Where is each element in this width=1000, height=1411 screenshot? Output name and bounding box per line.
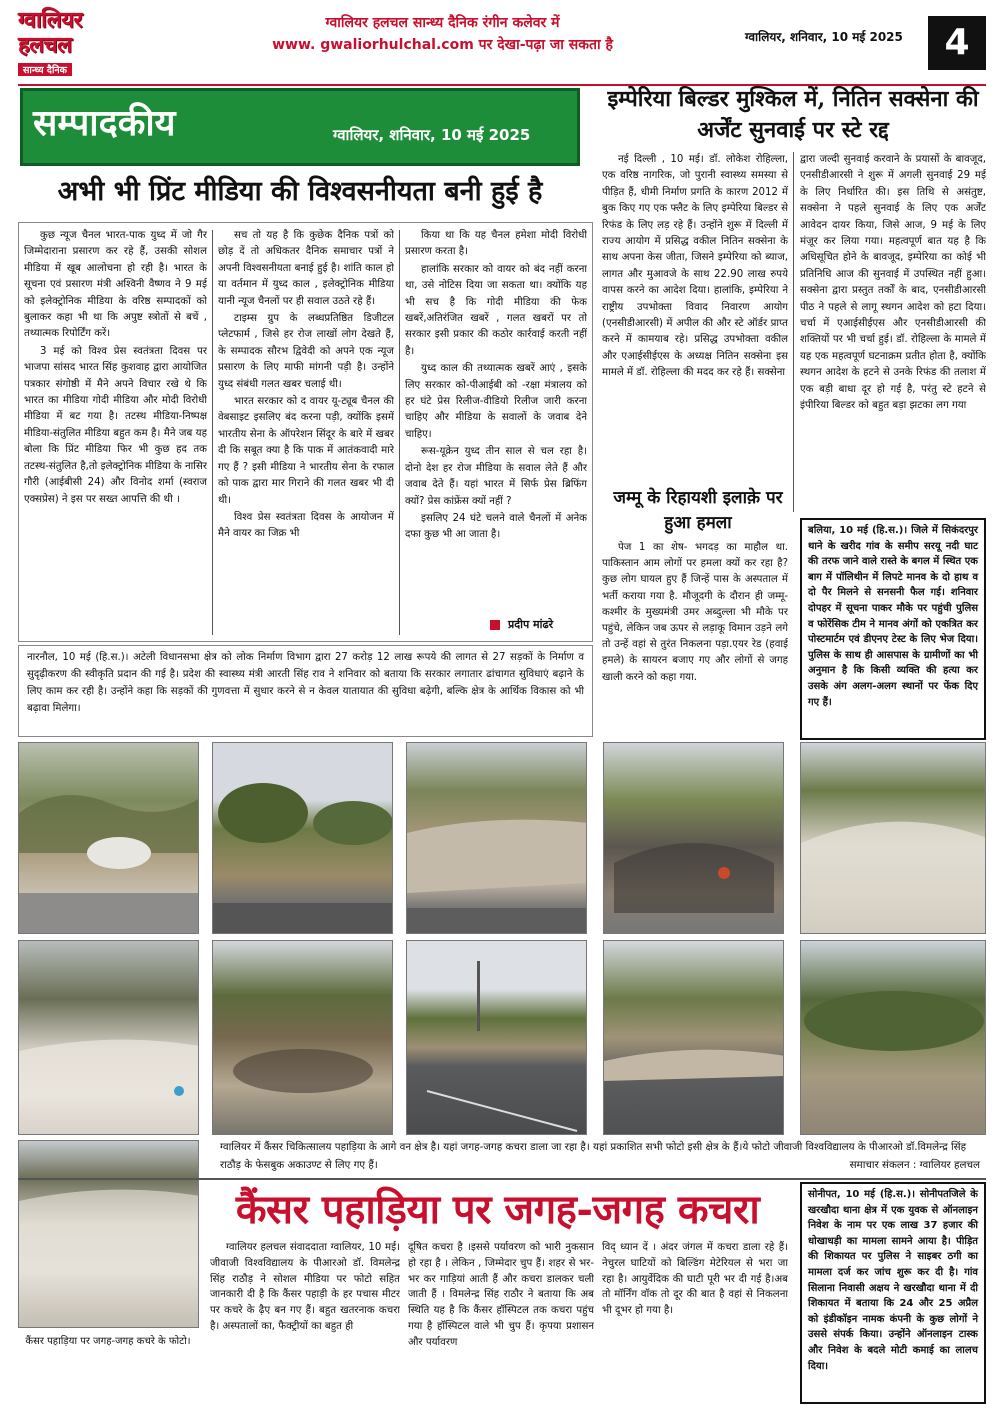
garbage-photo-5 bbox=[800, 742, 986, 934]
paragraph: ग्वालियर हलचल संवाददाता ग्वालियर, 10 मई। जीवाजी विश्वविद्यालय के पीआरओ डॉ. विमलेन्द्र सिंह राठौड़ ने सोशल मीडिया पर फोटो सहित जानकारी दी है कि कैंसर पहाड़ी के हर पचास मीटर पर कचरे के ढ़ैए बन गए हैं। बहुत खतरनाक कचरा है। अस्पतालों का, फैक्ट्रीयों का बहुत ही bbox=[210, 1242, 400, 1332]
editorial-column-3 bbox=[405, 228, 587, 613]
tagline-website[interactable]: www. gwaliorhulchal.com पर देखा-पढ़ा जा सकता है bbox=[272, 37, 613, 53]
imperia-headline: इम्पेरिया बिल्डर मुश्किल में, नितिन सक्सेना की अर्जेंट सुनवाई पर स्टे रद्द bbox=[607, 86, 979, 143]
paragraph: रूस-यूक्रेन युध्द तीन साल से चल रहा है। दोनो देश हर रोज मीडिया के सवाल लेते हैं और जवाब देते हैं। यहां भारत में सिर्फ प्रेस ब्रिफिंग क्यों? प्रेस कांफ्रेंस क्यों नहीं ? bbox=[405, 446, 587, 507]
byline-author: प्रदीप मांढरे bbox=[508, 618, 554, 631]
garbage-photo-2 bbox=[212, 742, 393, 934]
photo-illustration bbox=[604, 941, 784, 1135]
editorial-date: ग्वालियर, शनिवार, 10 मई 2025 bbox=[333, 126, 531, 144]
column-separator bbox=[399, 230, 400, 635]
photo-illustration bbox=[801, 743, 986, 934]
editorial-section-title: सम्पादकीय bbox=[33, 102, 176, 144]
paragraph: 3 मई को विश्व प्रेस स्वतंत्रता दिवस पर भाजपा सांसद भारत सिंह कुशवाह द्वारा आयोजित पत्रकार संगोष्ठी में मैने अपने विचार रखे थे कि भारत का मीडिया गोदी मीडिया और मोदी विरोधी मीडिया में बट गया है। तटस्थ मीडिया-निष्पक्ष मीडिया-संतुलित मीडिया बहुत कम है। मैने जब यह बोला कि प्रिंट मीडिया फिर भी कुछ हद तक तटस्थ-संतुलित है,तो इलेक्ट्रोनिक मीडिया के नासिर गौरी (आईबीसी 24) और विनोद शर्मा (स्वराज एक्सप्रेस) ने इस पर सख्त आपत्ति की थी । bbox=[24, 345, 207, 505]
logo-subtitle: सान्ध्य दैनिक bbox=[18, 63, 72, 76]
photo-illustration bbox=[801, 941, 986, 1135]
paragraph: विद् ध्यान दें । अंदर जंगल में कचरा डाला रहे हैं। नेचुरल घाटियों को बिल्डिंग मेटेरियल से भरा जा रहा है। आयुर्वेदिक की घाटी पूरी भर दी गई है।अब तो मॉर्निंग वॉक तो दूर की बात है वहां से निकलना भी दूभर हो गया है। bbox=[602, 1242, 788, 1317]
garbage-photo-10 bbox=[800, 940, 986, 1135]
garbage-photo-3 bbox=[406, 742, 587, 934]
photo-caption-text: ग्वालियर में कैंसर चिकित्सालय पहाड़िया के आगे वन क्षेत्र है। यहां जगह-जगह कचरा डाला जा रहा है। यहां प्रकाशित सभी फोटो इसी क्षेत्र के हैं।ये फोटो जीवाजी विश्वविद्यालय के पीआरओ डॉ.विमलेन्द्र सिंह राठौड़ के फेसबुक अकाउण्ट से लिए गए हैं। bbox=[220, 1141, 967, 1171]
editorial-byline bbox=[490, 617, 553, 632]
paragraph: भारत सरकार को द वायर यू-ट्यूब चैनल की वेबसाइट इसलिए बंद करना पड़ी, क्योंकि इसमें भारतीय सेना के ऑपरेशन सिंदूर के बारे में खबर दी कि सबूत क्या है कि पाक में आतंकवादी मारे गए हैं ? इसी मीडिया ने भारतीय सेना के रफाल को पाक द्वारा मार गिराने की गलत खबर भी दी थी। bbox=[218, 396, 394, 506]
imperia-column-1 bbox=[602, 152, 788, 480]
ballia-text: बलिया, 10 मई (हि.स.)। जिले में सिकंदरपुर थाने के खरीद गांव के समीप सरयू नदी घाट की तरफ जाने वाले रास्ते के बगल में स्थित एक बाग में पॉलिथीन में लिपटे मानव के दो हाथ व दो पैर मिलने से सनसनी फैल गई। शनिवार दोपहर में सूचना पाकर मौके पर पहुंची पुलिस व फोरेंसिक टीम ने मानव अंगों को एकत्रित कर पोस्टमार्टम एवं डीएनए टेस्ट के लिए भेज दिया। पुलिस के साथ ही आसपास के ग्रामीणों का भी अनुमान है कि किसी व्यक्ति की हत्या कर उसके अंग अलग-अलग स्थानों पर फेंक दिए गए हैं। bbox=[808, 525, 978, 708]
photo-illustration bbox=[213, 941, 393, 1135]
paragraph: द्वारा जल्दी सुनवाई करवाने के प्रयासों के बावजूद, एनसीडीआरसी ने शुरू में अगली सुनवाई 29 मई के लिए निर्धारित की। इस तिथि से असंतुष्ट, सक्सेना ने पहले सुनवाई के लिए एक अर्जेंट आवेदन दायर किया, जिसे आज, 9 मई के लिए मंज़ूर कर लिया गया। महत्वपूर्ण बात यह है कि अधिसूचित होने के बावजूद, इम्पेरिया का कोई भी प्रतिनिधि आज की सुनवाई में उपस्थित नहीं हुआ। सक्सेना द्वारा प्रस्तुत तर्कों के बाद, एनसीडीआरसी पीठ ने पहले से लागू स्थगन आदेश को हटा दिया। चर्चा में एआईसीईएस और एनसीडीआरसी की शक्तियों पर भी चर्चा हुई। डॉ. रोहिल्ला के मामले में यह एक महत्वपूर्ण घटनाक्रम प्रतीत होता है, क्योंकि स्थगन आदेश के हटने से उनके रिफंड की तलाश में एक बड़ी बाधा दूर हो गई है, परंतु स्टे हटने से इंपीरिया बिल्डर को बहुत बड़ा झटका लग गया bbox=[800, 154, 986, 412]
editorial-column-1 bbox=[24, 228, 207, 628]
photo-illustration bbox=[604, 743, 784, 934]
garbage-photo-4 bbox=[603, 742, 784, 934]
paragraph: पेज 1 का शेष- भगदड़ का माहौल था. पाकिस्तान आम लोगों पर हमला क्यों कर रहा है? कुछ लोग घायल हुए हैं जिन्हें पास के अस्पताल में भर्ती कराया गया है. मौजूदगी के दौरान ही जम्मू-कश्मीर के मुख्यमंत्री उमर अब्दुल्ला भी मौके पर पहुंचे, लेकिन जब ऊपर से लड़ाकू विमान उड़ने लगे तो उन्हें वहां से तुरंत निकलना पड़ा.एयर रेड (हवाई हमले) के सायरन बजाए गए और लोगों से जगह खाली करने को कहा गया. bbox=[602, 542, 788, 683]
garbage-photo-11 bbox=[18, 1140, 199, 1328]
garbage-column-3 bbox=[602, 1240, 788, 1405]
imperia-column-2 bbox=[800, 152, 986, 512]
editorial-column-2 bbox=[218, 228, 394, 628]
column-separator bbox=[212, 230, 213, 635]
garbage-column-1 bbox=[210, 1240, 400, 1405]
section-divider bbox=[18, 1178, 986, 1180]
garbage-photo-6 bbox=[18, 940, 199, 1135]
logo-line-2: हलचल bbox=[18, 32, 72, 58]
narnaul-text: नारनौल, 10 मई (हि.स.)। अटेली विधानसभा क्षेत्र को लोक निर्माण विभाग द्वारा 27 करोड़ 12 लाख रूपये की लागत से 27 सड़कों के निर्माण व सुदृढ़ीकरण की स्वीकृति प्रदान की गई है। प्रदेश की स्वास्थ्य मंत्री आरती सिंह राव ने शनिवार को बताया कि सरकार लगातार ढांचागत सुविधाएं बढ़ाने के लिए काम कर रही है। उन्होंने कहा कि सड़कों की गुणवत्ता में सुधार करने से न केवल यातायात की सुविधा बढ़ेगी, बल्कि क्षेत्र के आर्थिक विकास को भी बढ़ावा मिलेगा। bbox=[27, 652, 584, 714]
ballia-news-box bbox=[800, 518, 986, 740]
garbage-photo-9 bbox=[603, 940, 784, 1135]
narnaul-news-box bbox=[18, 645, 593, 737]
photo-credit: समाचार संकलन : ग्वालियर हलचल bbox=[849, 1159, 980, 1171]
column-separator bbox=[793, 152, 794, 512]
photo-illustration bbox=[19, 941, 199, 1135]
garbage-photo-8 bbox=[406, 940, 587, 1135]
newspaper-logo bbox=[18, 8, 140, 80]
photo-caption bbox=[220, 1138, 986, 1174]
photo-illustration bbox=[19, 1141, 199, 1328]
paragraph: दूषित कचरा है ।इससे पर्यावरण को भारी नुकसान हो रहा है । लेकिन , जिम्मेदार चुप हैं। शहर से भर-भर कर गाड़ियां आती हैं और कचरा डालकर चली जाती हैं । विमलेन्द्र सिंह राठौर ने बताया कि अब स्थिति यह है कि कैंसर हॉस्पिटल तक कचरा पहुंच गया है हॉस्पिटल वाले भी चुप हैं। कृपया प्रशासन और पर्यावरण bbox=[408, 1242, 594, 1348]
paragraph: कुछ न्यूज चैनल भारत-पाक युध्द में जो गैर जिम्मेदाराना प्रसारण कर रहे हैं, उसकी सोशल मीडिया में खूब आलोचना हो रही है। भारत के सूचना एवं प्रसारण मंत्री अश्विनी वैष्णव ने 9 मई को इलेक्ट्रोनिक मीडिया के वरिष्ठ सम्पादकों को बुलाकर कहा भी था कि अपुष्ट स्त्रोतों से बचें , तथ्यात्मक रिपोर्टिंग करें। bbox=[24, 230, 207, 340]
garbage-photo-1 bbox=[18, 742, 199, 934]
sonipat-text: सोनीपत, 10 मई (हि.स.)। सोनीपतजिले के खरखौदा थाना क्षेत्र में एक युवक से ऑनलाइन निवेश के नाम पर एक लाख 37 हजार की धोखाधड़ी का मामला सामने आया है। पीड़ित की शिकायत पर पुलिस ने साइबर ठगी का मामला दर्ज कर जांच शुरू कर दी है। गांव सिलाना निवासी अक्षय ने खरखौदा थाना में दी शिकायत में बताया कि 24 और 25 अप्रैल को इंडीकॉइन नामक कंपनी के कुछ लोगों ने उससे संपर्क किया। उन्होंने ऑनलाइन टास्क और निवेश के बदले मोटी कमाई का लालच दिया। bbox=[808, 1189, 978, 1372]
paragraph: किया था कि यह चैनल हमेशा मोदी विरोधी प्रसारण करता है। bbox=[405, 230, 587, 258]
page-number: 4 bbox=[928, 16, 986, 70]
sonipat-news-box bbox=[800, 1182, 986, 1404]
paragraph: हालांकि सरकार को वायर को बंद नहीं करना था, उसे नोटिस दिया जा सकता था। क्योंकि यह भी सच है कि गोदी मीडिया की फेक खबरें,अतिरंजित खबरें , गलत खबरों पर तो सरकार इसी प्रकार की कठोर कार्रवाई करती नहीं है। bbox=[405, 263, 587, 357]
paragraph: टाइम्स ग्रुप के लब्धप्रतिष्ठित डिजीटल प्लेटफार्म , जिसे हर रोज लाखों लोग देखते हैं, के सम्पादक सौरभ द्विवेदी को अपने एक न्यूज प्रसारण के लिए माफी मांगनी पड़ी है। उन्होंने युध्द संबंधी गलत खबर चलाई थी। bbox=[218, 313, 394, 390]
jammu-body bbox=[602, 540, 788, 738]
page-dateline: ग्वालियर, शनिवार, 10 मई 2025 bbox=[745, 30, 903, 44]
byline-marker bbox=[490, 620, 500, 630]
editorial-headline: अभी भी प्रिंट मीडिया की विश्वसनीयता बनी हुई है bbox=[57, 176, 543, 207]
photo-illustration bbox=[407, 941, 587, 1135]
small-photo-caption: कैंसर पहाड़िया पर जगह-जगह कचरे के फोटो। bbox=[25, 1336, 191, 1347]
garbage-column-2 bbox=[408, 1240, 594, 1405]
paragraph: सच तो यह है कि कुछेक दैनिक पत्रों को छोड़ दें तो अधिकतर दैनिक समाचार पत्रों ने अपनी विश्वसनीयता बनाई हुई है। शांति काल हो या वर्तमान में युध्द काल , इलेक्ट्रोनिक मीडिया यानी न्यूज चैनलों पर ही सवाल उठते रहे हैं। bbox=[218, 230, 394, 307]
editorial-banner bbox=[20, 88, 580, 166]
tagline-line-1: ग्वालियर हलचल सान्ध्य दैनिक रंगीन कलेवर में bbox=[325, 15, 560, 31]
jammu-headline: जम्मू के रिहायशी इलाक़े पर हुआ हमला bbox=[613, 488, 783, 533]
paragraph: युध्द काल की तथ्यात्मक खबरें आएं , इसके लिए सरकार को-पीआईबी को -रक्षा मंत्रालय को हर घंटे प्रेस रिलीज-वीडियो रिलीज जारी करना चाहिए और मीडिया के सवालों के जवाब देने चाहिए। bbox=[405, 363, 587, 440]
photo-illustration bbox=[407, 743, 587, 934]
paragraph: विश्व प्रेस स्वतंत्रता दिवस के आयोजन में मैने वायर का जिक्र भी bbox=[218, 511, 394, 540]
paragraph: इसलिए 24 घंटे चलने वाले चैनलों में अनेक दफा कुछ भी आ जाता है। bbox=[405, 512, 587, 541]
garbage-photo-7 bbox=[212, 940, 393, 1135]
garbage-headline: कैंसर पहाड़िया पर जगह-जगह कचरा bbox=[235, 1186, 760, 1233]
masthead-tagline bbox=[150, 12, 735, 56]
logo-line-1: ग्वालियर bbox=[18, 7, 82, 33]
photo-illustration bbox=[19, 743, 199, 934]
paragraph: नई दिल्ली , 10 मई। डॉ. लोकेश रोहिल्ला, एक वरिष्ठ नागरिक, जो पुरानी स्वास्थ्य समस्या से पीड़ित हैं, धीमी निर्माण प्रगति के कारण 2012 में बुक किए गए एक फ्लैट के लिए इम्पेरिया बिल्डर से रिफंड के लिए लड़ रहे हैं। उन्होंने शुरू में दिल्ली में राज्य आयोग में प्रसिद्ध वकील नितिन सक्सेना के साथ अपना केस जीता, जिसने इम्पेरिया को ब्याज, लागत और मुआवजे के साथ 22.90 लाख रुपये वापस करने का आदेश दिया। हालांकि, इम्पेरिया ने राष्ट्रीय उपभोक्ता विवाद निवारण आयोग (एनसीडीआरसी) में अपील की और स्टे ऑर्डर प्राप्त करने में कामयाब रहे। प्रसिद्ध उपभोक्ता वकील और एआईसीईएस के अध्यक्ष नितिन सक्सेना इस मामले में डॉ. रोहिल्ला की मदद कर रहे हैं। सक्सेना bbox=[602, 154, 788, 379]
photo-illustration bbox=[213, 743, 393, 934]
